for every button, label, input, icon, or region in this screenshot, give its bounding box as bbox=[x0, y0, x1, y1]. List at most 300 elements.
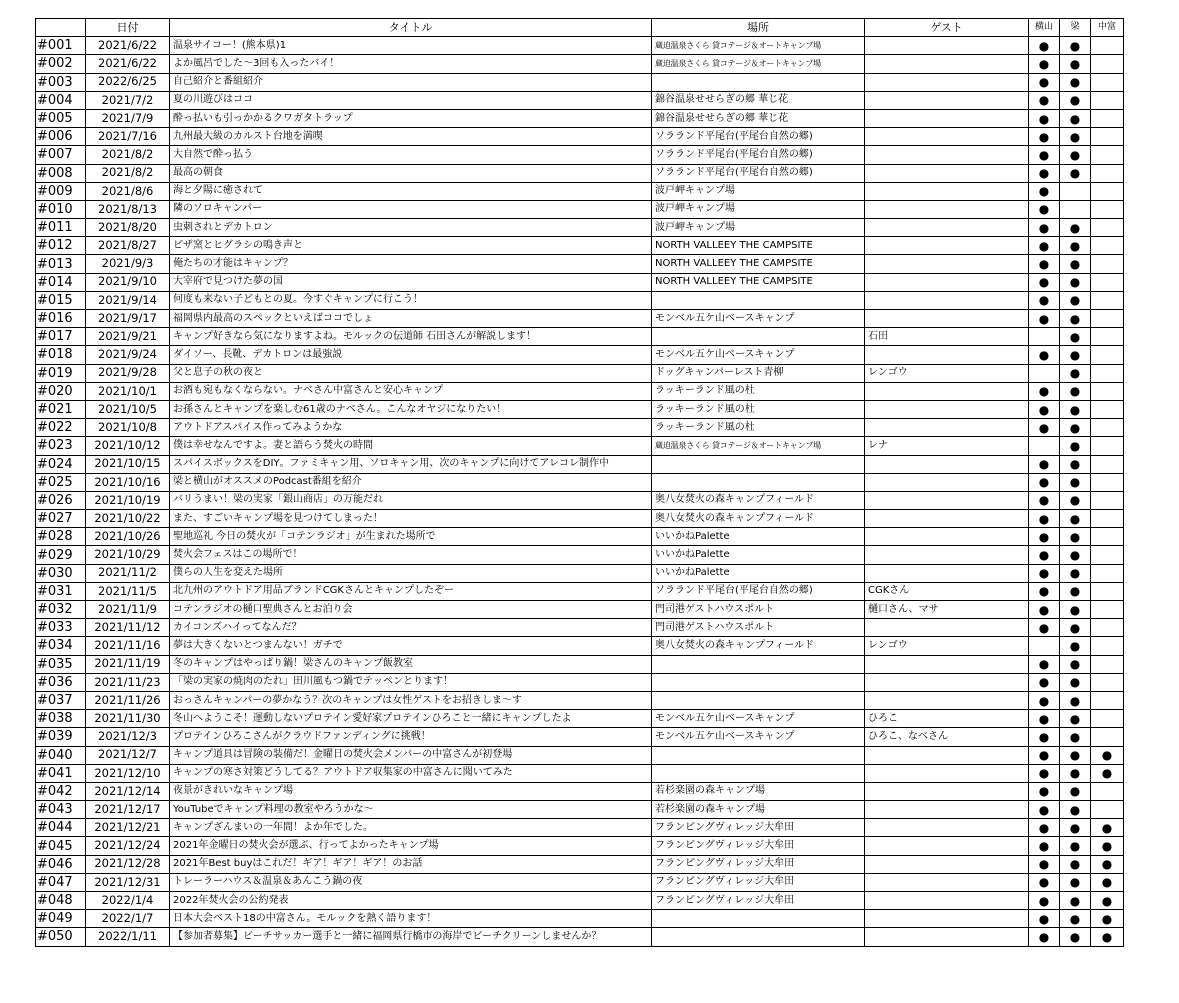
date-cell: 2021/11/30 bbox=[86, 710, 170, 728]
place-cell: モンベル五ケ山ベースキャンプ bbox=[652, 346, 865, 364]
episode-number-cell: #004 bbox=[36, 91, 86, 109]
filled-circle-icon: ● bbox=[1038, 147, 1050, 162]
table-row bbox=[36, 382, 1124, 400]
title-cell: 焚火会フェスはこの場所で！ bbox=[170, 546, 652, 564]
title-cell: お酒も宛もなくならない。ナベさん中富さんと安心キャンプ bbox=[170, 382, 652, 400]
place-cell: フランピングヴィレッジ大牟田 bbox=[652, 855, 865, 873]
guest-cell bbox=[865, 382, 1029, 400]
nakatomi-mark-cell bbox=[1091, 855, 1124, 873]
episode-number-cell: #021 bbox=[36, 400, 86, 418]
guest-cell bbox=[865, 182, 1029, 200]
date-cell: 2021/12/21 bbox=[86, 819, 170, 837]
title-cell: 自己紹介と番組紹介 bbox=[170, 73, 652, 91]
yana-mark-cell bbox=[1060, 837, 1091, 855]
filled-circle-icon: ● bbox=[1101, 893, 1113, 908]
filled-circle-icon: ● bbox=[1038, 293, 1050, 308]
episode-number-cell: #014 bbox=[36, 273, 86, 291]
yokoyama-mark-cell bbox=[1029, 782, 1060, 800]
filled-circle-icon: ● bbox=[1101, 857, 1113, 872]
place-cell: 若杉楽園の森キャンプ場 bbox=[652, 801, 865, 819]
filled-circle-icon: ● bbox=[1038, 129, 1050, 144]
episode-number-cell: #009 bbox=[36, 182, 86, 200]
guest-cell bbox=[865, 55, 1029, 73]
yana-mark-cell bbox=[1060, 109, 1091, 127]
yokoyama-mark-cell bbox=[1029, 146, 1060, 164]
place-cell: いいかねPalette bbox=[652, 546, 865, 564]
filled-circle-icon: ● bbox=[1069, 638, 1081, 653]
title-cell: よか風呂でした～3回も入ったバイ！ bbox=[170, 55, 652, 73]
yokoyama-mark-cell bbox=[1029, 109, 1060, 127]
guest-cell bbox=[865, 255, 1029, 273]
date-cell: 2021/10/8 bbox=[86, 419, 170, 437]
table-row bbox=[36, 819, 1124, 837]
date-cell: 2022/1/7 bbox=[86, 910, 170, 928]
title-cell: ダイソー、長靴、デカトロンは最強説 bbox=[170, 346, 652, 364]
nakatomi-mark-cell bbox=[1091, 255, 1124, 273]
yana-mark-cell bbox=[1060, 473, 1091, 491]
episode-number-cell: #008 bbox=[36, 164, 86, 182]
yokoyama-mark-cell bbox=[1029, 346, 1060, 364]
yana-mark-cell bbox=[1060, 764, 1091, 782]
filled-circle-icon: ● bbox=[1038, 38, 1050, 53]
nakatomi-mark-cell bbox=[1091, 710, 1124, 728]
guest-cell bbox=[865, 746, 1029, 764]
place-cell: ラッキーランド風の杜 bbox=[652, 419, 865, 437]
title-cell: 大自然で酔っ払う bbox=[170, 146, 652, 164]
table-row bbox=[36, 601, 1124, 619]
guest-cell bbox=[865, 764, 1029, 782]
filled-circle-icon: ● bbox=[1101, 820, 1113, 835]
date-cell: 2021/11/16 bbox=[86, 637, 170, 655]
filled-circle-icon: ● bbox=[1069, 129, 1081, 144]
filled-circle-icon: ● bbox=[1069, 748, 1081, 763]
filled-circle-icon: ● bbox=[1069, 711, 1081, 726]
yana-mark-cell bbox=[1060, 255, 1091, 273]
yana-mark-cell bbox=[1060, 673, 1091, 691]
table-row bbox=[36, 109, 1124, 127]
table-row bbox=[36, 855, 1124, 873]
nakatomi-mark-cell bbox=[1091, 164, 1124, 182]
date-cell: 2021/12/31 bbox=[86, 873, 170, 891]
title-cell: 日本大会ベスト18の中富さん。モルックを熱く語ります！ bbox=[170, 910, 652, 928]
episode-number-cell: #018 bbox=[36, 346, 86, 364]
place-cell: NORTH VALLEEY THE CAMPSITE bbox=[652, 237, 865, 255]
filled-circle-icon: ● bbox=[1069, 620, 1081, 635]
guest-cell: 樋口さん、マサ bbox=[865, 601, 1029, 619]
date-cell: 2021/7/9 bbox=[86, 109, 170, 127]
yana-mark-cell bbox=[1060, 528, 1091, 546]
filled-circle-icon: ● bbox=[1038, 566, 1050, 581]
filled-circle-icon: ● bbox=[1038, 166, 1050, 181]
place-cell: 若杉楽園の森キャンプ場 bbox=[652, 782, 865, 800]
yokoyama-mark-cell bbox=[1029, 55, 1060, 73]
nakatomi-mark-cell bbox=[1091, 928, 1124, 946]
episode-number-cell: #037 bbox=[36, 691, 86, 709]
guest-cell bbox=[865, 782, 1029, 800]
title-cell: 父と息子の秋の夜と bbox=[170, 364, 652, 382]
yokoyama-mark-cell bbox=[1029, 601, 1060, 619]
table-row bbox=[36, 473, 1124, 491]
nakatomi-mark-cell bbox=[1091, 237, 1124, 255]
date-cell: 2021/8/27 bbox=[86, 237, 170, 255]
filled-circle-icon: ● bbox=[1038, 748, 1050, 763]
title-cell: 九州最大級のカルスト台地を満喫 bbox=[170, 128, 652, 146]
nakatomi-mark-cell bbox=[1091, 364, 1124, 382]
place-cell: 蔵迫温泉さくら 貸コテージ＆オートキャンプ場 bbox=[652, 37, 865, 55]
place-cell bbox=[652, 455, 865, 473]
filled-circle-icon: ● bbox=[1038, 729, 1050, 744]
nakatomi-mark-cell bbox=[1091, 109, 1124, 127]
place-cell: 波戸岬キャンプ場 bbox=[652, 200, 865, 218]
nakatomi-mark-cell bbox=[1091, 910, 1124, 928]
yokoyama-mark-cell bbox=[1029, 819, 1060, 837]
yokoyama-mark-cell bbox=[1029, 328, 1060, 346]
date-cell: 2022/1/11 bbox=[86, 928, 170, 946]
yana-mark-cell bbox=[1060, 55, 1091, 73]
nakatomi-mark-cell bbox=[1091, 346, 1124, 364]
filled-circle-icon: ● bbox=[1069, 839, 1081, 854]
filled-circle-icon: ● bbox=[1038, 802, 1050, 817]
filled-circle-icon: ● bbox=[1038, 929, 1050, 944]
filled-circle-icon: ● bbox=[1069, 675, 1081, 690]
filled-circle-icon: ● bbox=[1069, 529, 1081, 544]
date-cell: 2021/8/20 bbox=[86, 219, 170, 237]
table-row bbox=[36, 200, 1124, 218]
title-cell: また、すごいキャンプ場を見つけてしまった！ bbox=[170, 510, 652, 528]
table-row bbox=[36, 510, 1124, 528]
nakatomi-mark-cell bbox=[1091, 873, 1124, 891]
filled-circle-icon: ● bbox=[1069, 329, 1081, 344]
yokoyama-mark-cell bbox=[1029, 400, 1060, 418]
filled-circle-icon: ● bbox=[1069, 275, 1081, 290]
yana-mark-cell bbox=[1060, 510, 1091, 528]
yana-mark-cell bbox=[1060, 637, 1091, 655]
filled-circle-icon: ● bbox=[1038, 311, 1050, 326]
filled-circle-icon: ● bbox=[1038, 784, 1050, 799]
yana-mark-cell bbox=[1060, 182, 1091, 200]
table-row bbox=[36, 546, 1124, 564]
title-cell: 温泉サイコー！(熊本県)1 bbox=[170, 37, 652, 55]
episode-number-cell: #017 bbox=[36, 328, 86, 346]
nakatomi-mark-cell bbox=[1091, 328, 1124, 346]
filled-circle-icon: ● bbox=[1069, 347, 1081, 362]
filled-circle-icon: ● bbox=[1069, 402, 1081, 417]
title-cell: 「梁の実家の焼肉のたれ」田川風もつ鍋でテッペンとります！ bbox=[170, 673, 652, 691]
date-cell: 2021/9/24 bbox=[86, 346, 170, 364]
title-cell: キャンプの寒さ対策どうしてる？アウトドア収集家の中富さんに聞いてみた bbox=[170, 764, 652, 782]
yokoyama-mark-cell bbox=[1029, 564, 1060, 582]
guest-cell bbox=[865, 910, 1029, 928]
yokoyama-mark-cell bbox=[1029, 528, 1060, 546]
yokoyama-mark-cell bbox=[1029, 837, 1060, 855]
date-cell: 2021/9/28 bbox=[86, 364, 170, 382]
yana-mark-cell bbox=[1060, 928, 1091, 946]
filled-circle-icon: ● bbox=[1069, 929, 1081, 944]
table-row bbox=[36, 910, 1124, 928]
date-cell: 2021/10/26 bbox=[86, 528, 170, 546]
yokoyama-mark-cell bbox=[1029, 37, 1060, 55]
title-cell: 北九州のアウトドア用品ブランドCGKさんとキャンプしたぞー bbox=[170, 582, 652, 600]
table-row bbox=[36, 837, 1124, 855]
place-cell: NORTH VALLEEY THE CAMPSITE bbox=[652, 273, 865, 291]
date-cell: 2021/9/21 bbox=[86, 328, 170, 346]
yana-mark-cell bbox=[1060, 128, 1091, 146]
guest-cell: ひろこ、なべさん bbox=[865, 728, 1029, 746]
place-cell: 奥八女焚火の森キャンプフィールド bbox=[652, 510, 865, 528]
date-cell: 2021/10/16 bbox=[86, 473, 170, 491]
place-cell: 奥八女焚火の森キャンプフィールド bbox=[652, 491, 865, 509]
date-cell: 2021/10/5 bbox=[86, 400, 170, 418]
date-cell: 2021/9/14 bbox=[86, 291, 170, 309]
filled-circle-icon: ● bbox=[1069, 166, 1081, 181]
place-cell bbox=[652, 655, 865, 673]
header-no bbox=[36, 19, 86, 37]
title-cell: 福岡県内最高のスペックといえばココでしょ bbox=[170, 310, 652, 328]
episode-number-cell: #040 bbox=[36, 746, 86, 764]
header-row bbox=[36, 19, 1124, 37]
table-row bbox=[36, 437, 1124, 455]
nakatomi-mark-cell bbox=[1091, 55, 1124, 73]
table-row bbox=[36, 673, 1124, 691]
title-cell: お孫さんとキャンプを楽しむ61歳のナベさん。こんなオヤジになりたい！ bbox=[170, 400, 652, 418]
filled-circle-icon: ● bbox=[1038, 911, 1050, 926]
episode-number-cell: #025 bbox=[36, 473, 86, 491]
date-cell: 2022/1/4 bbox=[86, 892, 170, 910]
yokoyama-mark-cell bbox=[1029, 200, 1060, 218]
episode-number-cell: #007 bbox=[36, 146, 86, 164]
yokoyama-mark-cell bbox=[1029, 910, 1060, 928]
episode-number-cell: #036 bbox=[36, 673, 86, 691]
table-row bbox=[36, 873, 1124, 891]
table-row bbox=[36, 346, 1124, 364]
guest-cell bbox=[865, 619, 1029, 637]
table-row bbox=[36, 273, 1124, 291]
yokoyama-mark-cell bbox=[1029, 255, 1060, 273]
yana-mark-cell bbox=[1060, 419, 1091, 437]
filled-circle-icon: ● bbox=[1069, 857, 1081, 872]
nakatomi-mark-cell bbox=[1091, 655, 1124, 673]
episode-number-cell: #048 bbox=[36, 892, 86, 910]
yokoyama-mark-cell bbox=[1029, 273, 1060, 291]
filled-circle-icon: ● bbox=[1101, 766, 1113, 781]
title-cell: 僕は幸せなんですよ。妻と語らう焚火の時間 bbox=[170, 437, 652, 455]
title-cell: 夜景がきれいなキャンプ場 bbox=[170, 782, 652, 800]
episode-number-cell: #003 bbox=[36, 73, 86, 91]
guest-cell bbox=[865, 291, 1029, 309]
filled-circle-icon: ● bbox=[1069, 257, 1081, 272]
episode-number-cell: #043 bbox=[36, 801, 86, 819]
episode-number-cell: #001 bbox=[36, 37, 86, 55]
filled-circle-icon: ● bbox=[1069, 875, 1081, 890]
place-cell: ラッキーランド風の杜 bbox=[652, 382, 865, 400]
place-cell: 波戸岬キャンプ場 bbox=[652, 182, 865, 200]
yokoyama-mark-cell bbox=[1029, 582, 1060, 600]
yana-mark-cell bbox=[1060, 382, 1091, 400]
filled-circle-icon: ● bbox=[1038, 657, 1050, 672]
guest-cell bbox=[865, 146, 1029, 164]
yana-mark-cell bbox=[1060, 601, 1091, 619]
yana-mark-cell bbox=[1060, 310, 1091, 328]
yokoyama-mark-cell bbox=[1029, 310, 1060, 328]
guest-cell bbox=[865, 673, 1029, 691]
place-cell bbox=[652, 746, 865, 764]
place-cell: モンベル五ケ山ベースキャンプ bbox=[652, 728, 865, 746]
filled-circle-icon: ● bbox=[1069, 802, 1081, 817]
guest-cell bbox=[865, 200, 1029, 218]
guest-cell bbox=[865, 855, 1029, 873]
place-cell bbox=[652, 473, 865, 491]
nakatomi-mark-cell bbox=[1091, 819, 1124, 837]
filled-circle-icon: ● bbox=[1069, 766, 1081, 781]
nakatomi-mark-cell bbox=[1091, 764, 1124, 782]
filled-circle-icon: ● bbox=[1069, 311, 1081, 326]
episode-number-cell: #023 bbox=[36, 437, 86, 455]
guest-cell bbox=[865, 528, 1029, 546]
nakatomi-mark-cell bbox=[1091, 746, 1124, 764]
place-cell: モンベル五ケ山ベースキャンプ bbox=[652, 710, 865, 728]
date-cell: 2021/8/2 bbox=[86, 164, 170, 182]
yana-mark-cell bbox=[1060, 364, 1091, 382]
table-row bbox=[36, 582, 1124, 600]
nakatomi-mark-cell bbox=[1091, 146, 1124, 164]
header-yokoyama: 横山 bbox=[1029, 19, 1060, 37]
filled-circle-icon: ● bbox=[1038, 111, 1050, 126]
episode-number-cell: #016 bbox=[36, 310, 86, 328]
yokoyama-mark-cell bbox=[1029, 873, 1060, 891]
header-date: 日付 bbox=[86, 19, 170, 37]
episode-number-cell: #042 bbox=[36, 782, 86, 800]
title-cell: プロテインひろこさんがクラウドファンディングに挑戦！ bbox=[170, 728, 652, 746]
guest-cell bbox=[865, 455, 1029, 473]
title-cell: 虫刺されとデカトロン bbox=[170, 219, 652, 237]
episode-number-cell: #013 bbox=[36, 255, 86, 273]
yana-mark-cell bbox=[1060, 728, 1091, 746]
episode-number-cell: #039 bbox=[36, 728, 86, 746]
nakatomi-mark-cell bbox=[1091, 801, 1124, 819]
yokoyama-mark-cell bbox=[1029, 637, 1060, 655]
filled-circle-icon: ● bbox=[1069, 384, 1081, 399]
place-cell: ソラランド平尾台(平尾台自然の郷) bbox=[652, 146, 865, 164]
filled-circle-icon: ● bbox=[1069, 38, 1081, 53]
filled-circle-icon: ● bbox=[1069, 238, 1081, 253]
yana-mark-cell bbox=[1060, 491, 1091, 509]
date-cell: 2021/9/17 bbox=[86, 310, 170, 328]
yokoyama-mark-cell bbox=[1029, 746, 1060, 764]
table-row bbox=[36, 255, 1124, 273]
episode-number-cell: #027 bbox=[36, 510, 86, 528]
title-cell: 俺たちの才能はキャンプ？ bbox=[170, 255, 652, 273]
filled-circle-icon: ● bbox=[1038, 220, 1050, 235]
place-cell: 蔵迫温泉さくら 貸コテージ＆オートキャンプ場 bbox=[652, 437, 865, 455]
place-cell: ソラランド平尾台(平尾台自然の郷) bbox=[652, 164, 865, 182]
table-row bbox=[36, 782, 1124, 800]
episode-number-cell: #010 bbox=[36, 200, 86, 218]
nakatomi-mark-cell bbox=[1091, 510, 1124, 528]
header-yana: 梁 bbox=[1060, 19, 1091, 37]
filled-circle-icon: ● bbox=[1038, 184, 1050, 199]
date-cell: 2021/12/28 bbox=[86, 855, 170, 873]
filled-circle-icon: ● bbox=[1069, 366, 1081, 381]
nakatomi-mark-cell bbox=[1091, 564, 1124, 582]
place-cell bbox=[652, 73, 865, 91]
header-nakatomi: 中富 bbox=[1091, 19, 1124, 37]
table-row bbox=[36, 164, 1124, 182]
header-place: 場所 bbox=[652, 19, 865, 37]
filled-circle-icon: ● bbox=[1038, 257, 1050, 272]
title-cell: アウトドアスパイス作ってみようかな bbox=[170, 419, 652, 437]
place-cell: 蔵迫温泉さくら 貸コテージ＆オートキャンプ場 bbox=[652, 55, 865, 73]
place-cell: 錦谷温泉せせらぎの郷 華じ花 bbox=[652, 91, 865, 109]
yana-mark-cell bbox=[1060, 146, 1091, 164]
episode-number-cell: #015 bbox=[36, 291, 86, 309]
yokoyama-mark-cell bbox=[1029, 491, 1060, 509]
guest-cell bbox=[865, 801, 1029, 819]
place-cell bbox=[652, 328, 865, 346]
title-cell: バリうまい！梁の実家「銀山商店」の万能だれ bbox=[170, 491, 652, 509]
filled-circle-icon: ● bbox=[1069, 784, 1081, 799]
yokoyama-mark-cell bbox=[1029, 728, 1060, 746]
episode-number-cell: #005 bbox=[36, 109, 86, 127]
nakatomi-mark-cell bbox=[1091, 455, 1124, 473]
place-cell: ドッグキャンパーレスト青柳 bbox=[652, 364, 865, 382]
place-cell: ソラランド平尾台(平尾台自然の郷) bbox=[652, 128, 865, 146]
filled-circle-icon: ● bbox=[1101, 911, 1113, 926]
table-row bbox=[36, 564, 1124, 582]
yana-mark-cell bbox=[1060, 437, 1091, 455]
place-cell: フランピングヴィレッジ大牟田 bbox=[652, 873, 865, 891]
guest-cell bbox=[865, 91, 1029, 109]
episode-number-cell: #035 bbox=[36, 655, 86, 673]
title-cell: スパイスボックスをDIY。ファミキャン用、ソロキャン用、次のキャンプに向けてアレコレ制作中 bbox=[170, 455, 652, 473]
title-cell: 夢は大きくないとつまんない！ガチで bbox=[170, 637, 652, 655]
yokoyama-mark-cell bbox=[1029, 237, 1060, 255]
place-cell: 門司港ゲストハウスポルト bbox=[652, 619, 865, 637]
table-row bbox=[36, 128, 1124, 146]
yokoyama-mark-cell bbox=[1029, 546, 1060, 564]
filled-circle-icon: ● bbox=[1069, 147, 1081, 162]
nakatomi-mark-cell bbox=[1091, 382, 1124, 400]
yana-mark-cell bbox=[1060, 655, 1091, 673]
filled-circle-icon: ● bbox=[1069, 911, 1081, 926]
table-row bbox=[36, 37, 1124, 55]
yokoyama-mark-cell bbox=[1029, 855, 1060, 873]
guest-cell: 石田 bbox=[865, 328, 1029, 346]
guest-cell bbox=[865, 564, 1029, 582]
table-row bbox=[36, 328, 1124, 346]
guest-cell bbox=[865, 892, 1029, 910]
yana-mark-cell bbox=[1060, 746, 1091, 764]
table-row bbox=[36, 219, 1124, 237]
filled-circle-icon: ● bbox=[1069, 75, 1081, 90]
table-row bbox=[36, 655, 1124, 673]
table-row bbox=[36, 746, 1124, 764]
table-row bbox=[36, 637, 1124, 655]
filled-circle-icon: ● bbox=[1069, 657, 1081, 672]
guest-cell bbox=[865, 73, 1029, 91]
title-cell: 2021年金曜日の焚火会が選ぶ、行ってよかったキャンプ場 bbox=[170, 837, 652, 855]
yana-mark-cell bbox=[1060, 546, 1091, 564]
filled-circle-icon: ● bbox=[1038, 475, 1050, 490]
yana-mark-cell bbox=[1060, 291, 1091, 309]
table-row bbox=[36, 91, 1124, 109]
episode-number-cell: #011 bbox=[36, 219, 86, 237]
episode-number-cell: #032 bbox=[36, 601, 86, 619]
yokoyama-mark-cell bbox=[1029, 128, 1060, 146]
table-row bbox=[36, 419, 1124, 437]
date-cell: 2021/7/16 bbox=[86, 128, 170, 146]
filled-circle-icon: ● bbox=[1038, 766, 1050, 781]
title-cell: コテンラジオの樋口聖典さんとお泊り会 bbox=[170, 601, 652, 619]
